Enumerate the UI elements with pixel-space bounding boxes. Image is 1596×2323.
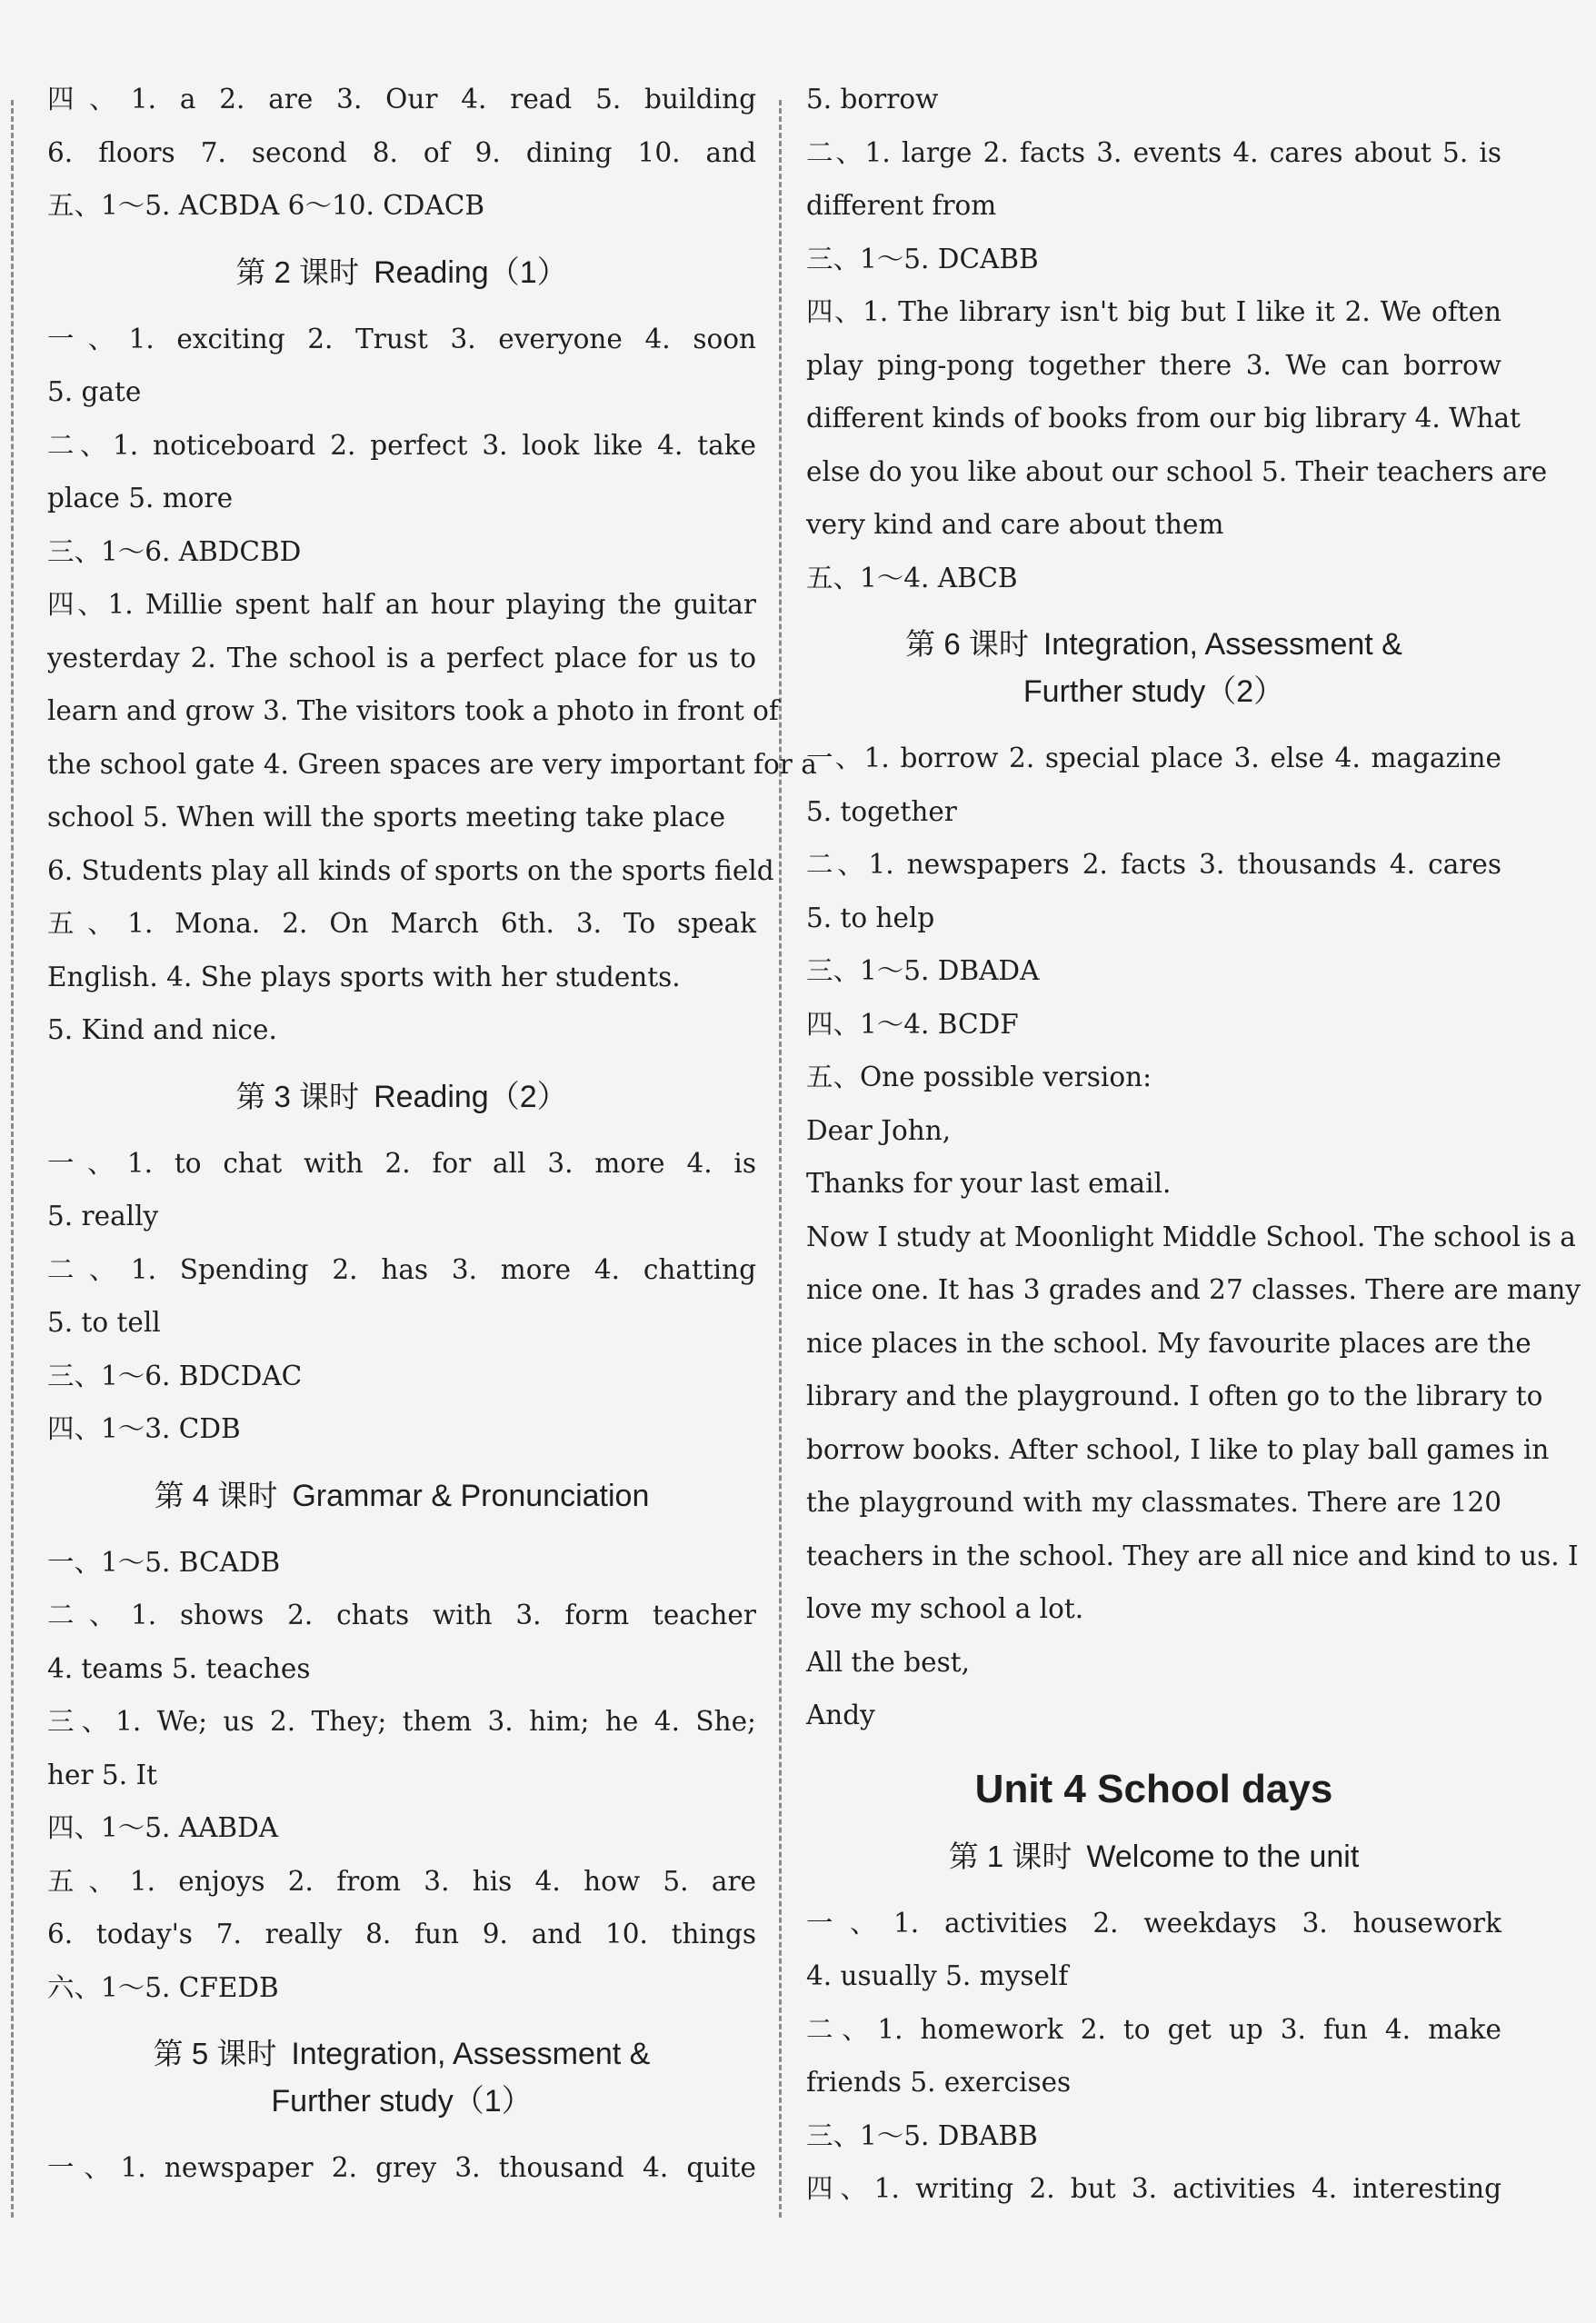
- answer-line: 四、1. Millie spent half an hour playing the guitar: [47, 589, 756, 620]
- right-column: [806, 73, 1581, 2216]
- answer-line: 一、1. newspaper 2. grey 3. thousand 4. quite: [47, 2152, 756, 2183]
- heading-lesson-title: Reading（2）: [374, 1079, 568, 1114]
- answers-block-3: [47, 1137, 756, 1456]
- answer-line: learn and grow 3. The visitors took a photo in front of: [47, 695, 779, 726]
- answers-block-3: [806, 1897, 1501, 2216]
- heading-lesson-title: Welcome to the unit: [1086, 1839, 1360, 1874]
- answer-line: friends 5. exercises: [806, 2067, 1072, 2098]
- answer-line: place 5. more: [47, 483, 234, 513]
- answer-line: 一、1～5. BCADB: [47, 1546, 281, 1578]
- answer-line: 三、1～6. ABDCBD: [47, 535, 302, 567]
- answers-block-1: [47, 73, 756, 233]
- left-column: [47, 73, 817, 2195]
- letter-line: the playground with my classmates. There are 120: [806, 1487, 1501, 1518]
- answer-line: 三、1～5. DCABB: [806, 243, 1039, 274]
- answer-line: 六、1～5. CFEDB: [47, 1971, 279, 2003]
- answer-line: 四、1. writing 2. but 3. activities 4. interesting: [806, 2173, 1501, 2204]
- answer-line: 二、1. shows 2. chats with 3. form teacher: [47, 1600, 756, 1630]
- heading-lesson-title: Grammar & Pronunciation: [292, 1478, 650, 1513]
- answers-block-2: [806, 732, 1581, 1742]
- answer-line: 二、1. Spending 2. has 3. more 4. chatting: [47, 1253, 756, 1285]
- answers-block-2: [47, 313, 817, 1057]
- answer-line: else do you like about our school 5. Their teachers are: [806, 455, 1548, 487]
- section-heading-lesson-6: [806, 621, 1501, 715]
- letter-line: teachers in the school. They are all nice and kind to us. I: [806, 1540, 1579, 1571]
- heading-lesson-number: 第 5 课时: [153, 2037, 277, 2070]
- answer-line: 二、1. newspapers 2. facts 3. thousands 4. cares: [806, 849, 1501, 880]
- letter-line: Thanks for your last email.: [806, 1168, 1172, 1199]
- answer-line: different kinds of books from our big library 4. What: [806, 403, 1521, 434]
- answer-line: school 5. When will the sports meeting take place: [47, 802, 726, 832]
- answers-block-5: [47, 2141, 756, 2195]
- answer-line: 一、1. borrow 2. special place 3. else 4. magazine: [806, 743, 1501, 773]
- section-heading-lesson-2: [47, 249, 756, 296]
- answer-line: very kind and care about them: [806, 509, 1224, 540]
- answer-line: yesterday 2. The school is a perfect place for us to: [47, 642, 756, 673]
- answer-line: 4. teams 5. teaches: [47, 1652, 311, 1684]
- section-heading-lesson-4: [47, 1472, 756, 1520]
- letter-line: nice one. It has 3 grades and 27 classes. There are many: [806, 1274, 1581, 1305]
- answer-line: 五、One possible version:: [806, 1062, 1152, 1092]
- answer-line: 四、1～5. AABDA: [47, 1812, 279, 1843]
- answer-line: 5. gate: [47, 376, 142, 407]
- unit-title: Unit 4 School days: [974, 1766, 1333, 1811]
- answer-line: 5. together: [806, 795, 957, 827]
- heading-lesson-title-line-2: Further study（2）: [1022, 674, 1285, 709]
- heading-lesson-title-line-2: Further study（1）: [271, 2084, 533, 2119]
- section-heading-lesson-3: [47, 1073, 756, 1121]
- answer-line: 四、1. The library isn't big but I like it 2. We often: [806, 296, 1501, 327]
- answer-line: 5. borrow: [806, 84, 939, 115]
- answer-line: English. 4. She plays sports with her students.: [47, 961, 681, 992]
- answer-line: 4. usually 5. myself: [806, 1960, 1069, 1991]
- answer-line: 四、1. a 2. are 3. Our 4. read 5. building: [47, 84, 756, 115]
- answer-line: 三、1～5. DBABB: [806, 2119, 1038, 2151]
- heading-lesson-number: 第 2 课时: [235, 254, 360, 289]
- heading-lesson-number: 第 4 课时: [154, 1478, 278, 1512]
- page-edge-dashed-line: [11, 100, 14, 2218]
- answers-block-1: [806, 73, 1548, 604]
- letter-line: library and the playground. I often go to the library to: [806, 1381, 1543, 1411]
- answer-line: 四、1～4. BCDF: [806, 1008, 1019, 1040]
- heading-lesson-number: 第 1 课时: [948, 1839, 1072, 1873]
- letter-line: love my school a lot.: [806, 1593, 1084, 1624]
- answer-line: 6. Students play all kinds of sports on the sports field: [47, 854, 774, 886]
- letter-line: Andy: [806, 1700, 875, 1730]
- answer-line: 三、1～5. DBADA: [806, 955, 1040, 986]
- answer-line: different from: [806, 190, 997, 221]
- answer-line: 5. really: [47, 1201, 159, 1231]
- letter-line: nice places in the school. My favourite places are the: [806, 1327, 1531, 1359]
- heading-lesson-title: Integration, Assessment &: [1042, 627, 1402, 662]
- answer-line: 五、1～5. ACBDA 6～10. CDACB: [47, 190, 485, 221]
- answer-line: 5. to help: [806, 902, 935, 933]
- answer-line: play ping-pong together there 3. We can borrow: [806, 349, 1501, 381]
- answer-line: 二、1. noticeboard 2. perfect 3. look like 4. take: [47, 429, 756, 461]
- letter-line: Dear John,: [806, 1114, 952, 1146]
- heading-lesson-title: Integration, Assessment &: [291, 2037, 651, 2071]
- answer-line: 二、1. large 2. facts 3. events 4. cares about 5. is: [806, 136, 1501, 168]
- answer-line: 五、1. enjoys 2. from 3. his 4. how 5. are: [47, 1865, 756, 1897]
- answer-line: 5. to tell: [47, 1307, 161, 1338]
- letter-line: borrow books. After school, I like to play ball games in: [806, 1433, 1550, 1465]
- answer-line: her 5. It: [47, 1759, 157, 1790]
- answer-line: 三、1. We; us 2. They; them 3. him; he 4. She;: [47, 1706, 756, 1737]
- answer-line: 五、1. Mona. 2. On March 6th. 3. To speak: [47, 908, 756, 939]
- answer-line: 五、1～4. ABCB: [806, 562, 1018, 593]
- heading-lesson-title: Reading（1）: [374, 254, 568, 290]
- heading-lesson-number: 第 6 课时: [905, 627, 1029, 661]
- answer-line: 一、1. activities 2. weekdays 3. housework: [806, 1907, 1501, 1939]
- answer-line: the school gate 4. Green spaces are very important for a: [47, 748, 817, 780]
- heading-lesson-number: 第 3 课时: [235, 1079, 360, 1113]
- answer-line: 一、1. exciting 2. Trust 3. everyone 4. soon: [47, 323, 756, 354]
- letter-line: Now I study at Moonlight Middle School. The school is a: [806, 1221, 1576, 1252]
- letter-line: All the best,: [806, 1646, 970, 1678]
- column-divider: [779, 100, 782, 2218]
- answer-line: 6. today's 7. really 8. fun 9. and 10. things: [47, 1919, 756, 1949]
- answer-line: 5. Kind and nice.: [47, 1014, 277, 1045]
- answer-line: 二、1. homework 2. to get up 3. fun 4. make: [806, 2013, 1501, 2045]
- answer-line: 四、1～3. CDB: [47, 1413, 241, 1444]
- answer-line: 一、1. to chat with 2. for all 3. more 4. is: [47, 1147, 756, 1179]
- answer-line: 三、1～6. BDCDAC: [47, 1360, 303, 1391]
- answer-line: 6. floors 7. second 8. of 9. dining 10. and: [47, 136, 756, 168]
- section-heading-lesson-1: [806, 1833, 1501, 1880]
- section-heading-lesson-5: [47, 2030, 756, 2125]
- answers-block-4: [47, 1536, 756, 2015]
